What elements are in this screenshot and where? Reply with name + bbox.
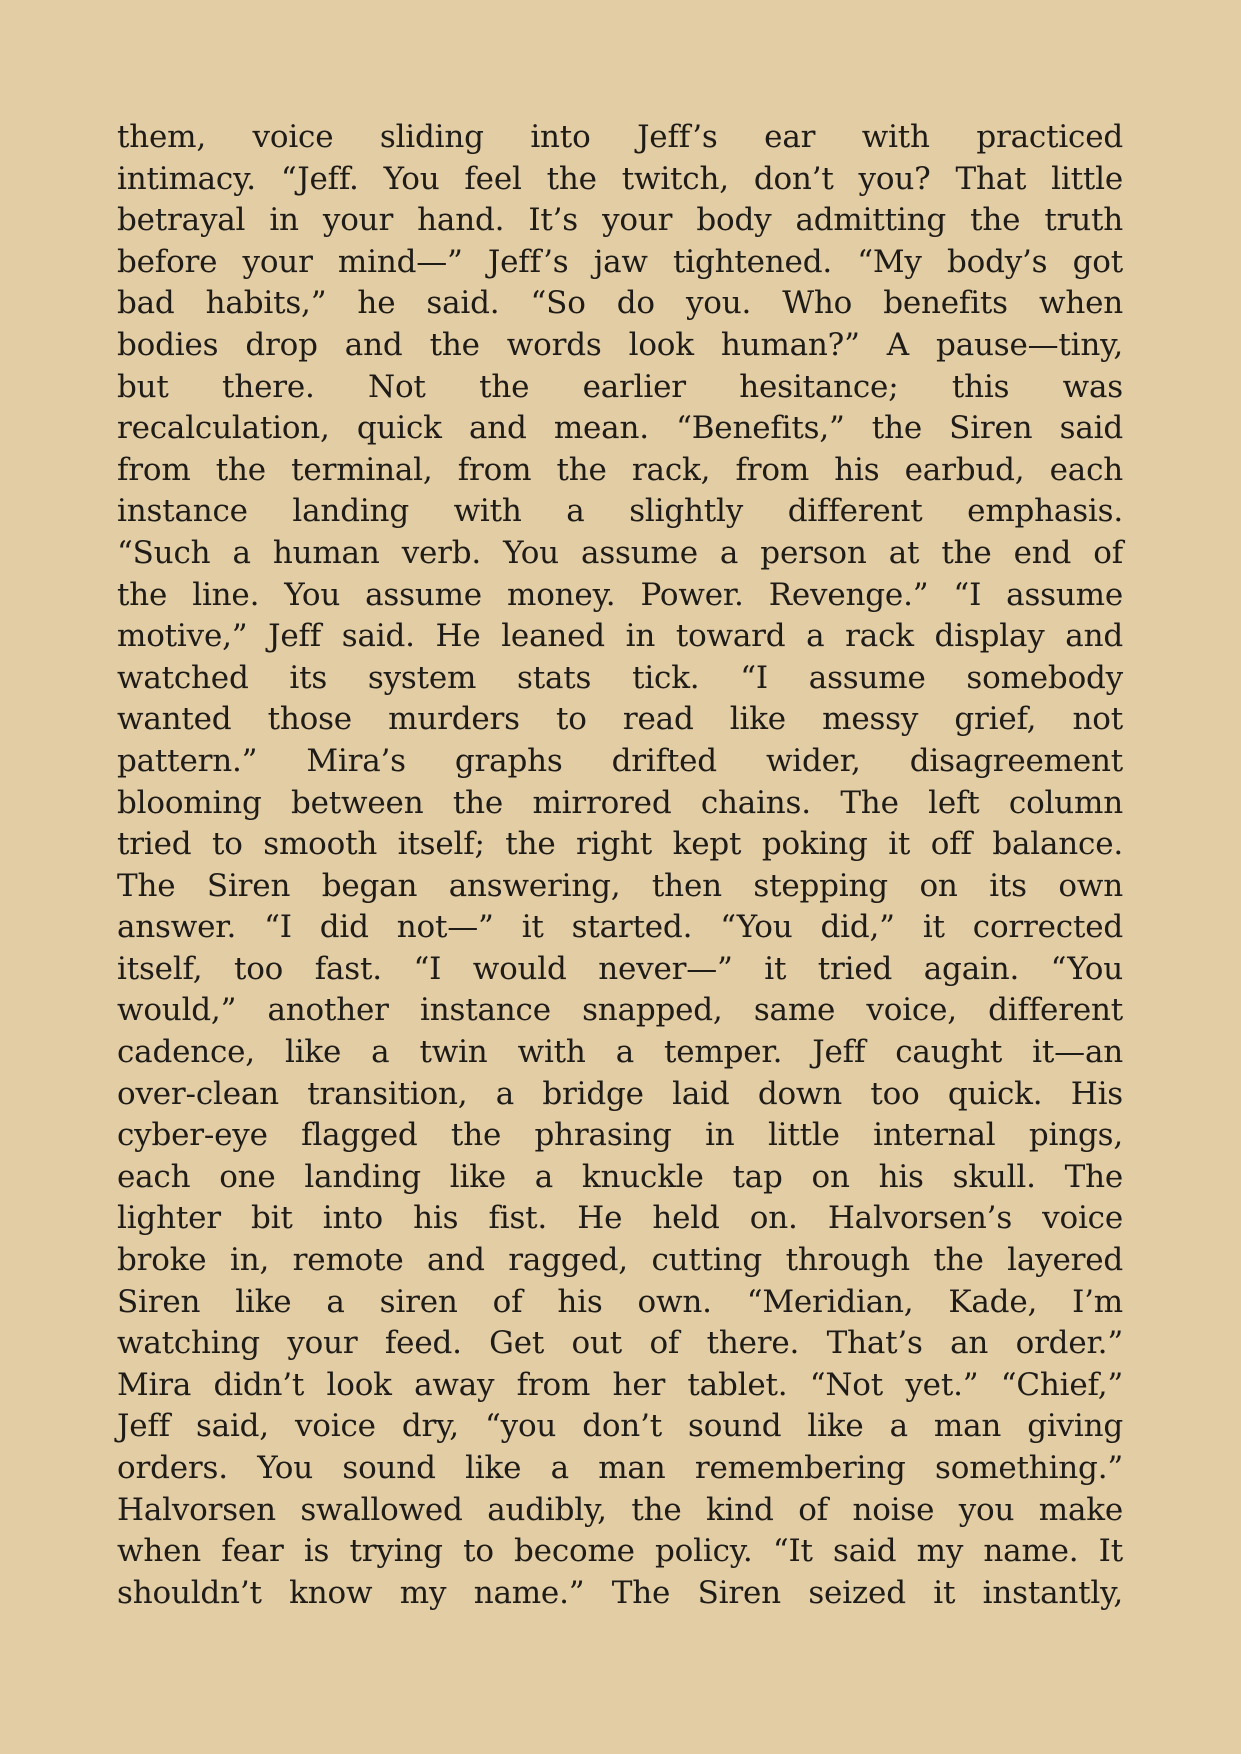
text-line: Halvorsen swallowed audibly, the kind of noise you make	[117, 1491, 1123, 1528]
text-line: them, voice sliding into Jeff’s ear with practiced	[117, 119, 1123, 155]
text-line: answer. “I did not—” it started. “You did,” it corrected	[117, 909, 1123, 946]
text-line: motive,” Jeff said. He leaned in toward a rack display and	[117, 618, 1123, 655]
text-line: each one landing like a knuckle tap on his skull. The	[117, 1158, 1123, 1195]
text-line: Mira didn’t look away from her tablet. “Not yet.” “Chief,”	[117, 1366, 1123, 1403]
text-line: bad habits,” he said. “So do you. Who benefits when	[117, 285, 1123, 322]
text-line: orders. You sound like a man remembering something.”	[117, 1450, 1123, 1486]
text-line: blooming between the mirrored chains. The left column	[117, 784, 1123, 821]
text-line: betrayal in your hand. It’s your body admitting the truth	[117, 202, 1123, 239]
text-line: tried to smooth itself; the right kept poking it off balance.	[117, 826, 1123, 863]
text-line: bodies drop and the words look human?” A pause—tiny,	[117, 326, 1123, 363]
text-line: the line. You assume money. Power. Revenge.” “I assume	[117, 576, 1123, 613]
text-line: watching your feed. Get out of there. That’s an order.”	[117, 1325, 1123, 1362]
text-line: would,” another instance snapped, same voice, different	[117, 992, 1123, 1029]
text-line: pattern.” Mira’s graphs drifted wider, disagreement	[117, 742, 1123, 779]
text-line: cadence, like a twin with a temper. Jeff caught it—an	[117, 1034, 1123, 1071]
text-line: but there. Not the earlier hesitance; this was	[117, 368, 1123, 405]
text-line: wanted those murders to read like messy grief, not	[117, 701, 1123, 738]
text-line: lighter bit into his fist. He held on. Halvorsen’s voice	[117, 1200, 1123, 1237]
text-line: shouldn’t know my name.” The Siren seized it instantly,	[117, 1574, 1123, 1611]
text-line: from the terminal, from the rack, from his earbud, each	[117, 451, 1123, 488]
text-line: recalculation, quick and mean. “Benefits,” the Siren said	[117, 410, 1123, 447]
text-line: instance landing with a slightly different emphasis.	[117, 493, 1123, 530]
text-line: itself, too fast. “I would never—” it tried again. “You	[117, 950, 1123, 987]
text-line: Jeff said, voice dry, “you don’t sound like a man giving	[117, 1408, 1123, 1445]
text-line: cyber-eye flagged the phrasing in little internal pings,	[117, 1117, 1123, 1154]
text-line: intimacy. “Jeff. You feel the twitch, don’t you? That little	[117, 160, 1123, 197]
text-line: “Such a human verb. You assume a person at the end of	[117, 534, 1123, 571]
text-line: watched its system stats tick. “I assume somebody	[117, 659, 1123, 696]
text-line: over-clean transition, a bridge laid down too quick. His	[117, 1075, 1123, 1112]
text-line: Siren like a siren of his own. “Meridian, Kade, I’m	[117, 1283, 1123, 1320]
text-line: before your mind—” Jeff’s jaw tightened. “My body’s got	[117, 243, 1123, 280]
text-line: when fear is trying to become policy. “It said my name. It	[117, 1533, 1123, 1570]
text-line: broke in, remote and ragged, cutting through the layered	[117, 1242, 1123, 1279]
text-line: The Siren began answering, then stepping on its own	[117, 867, 1123, 904]
body-text	[117, 117, 1123, 1614]
